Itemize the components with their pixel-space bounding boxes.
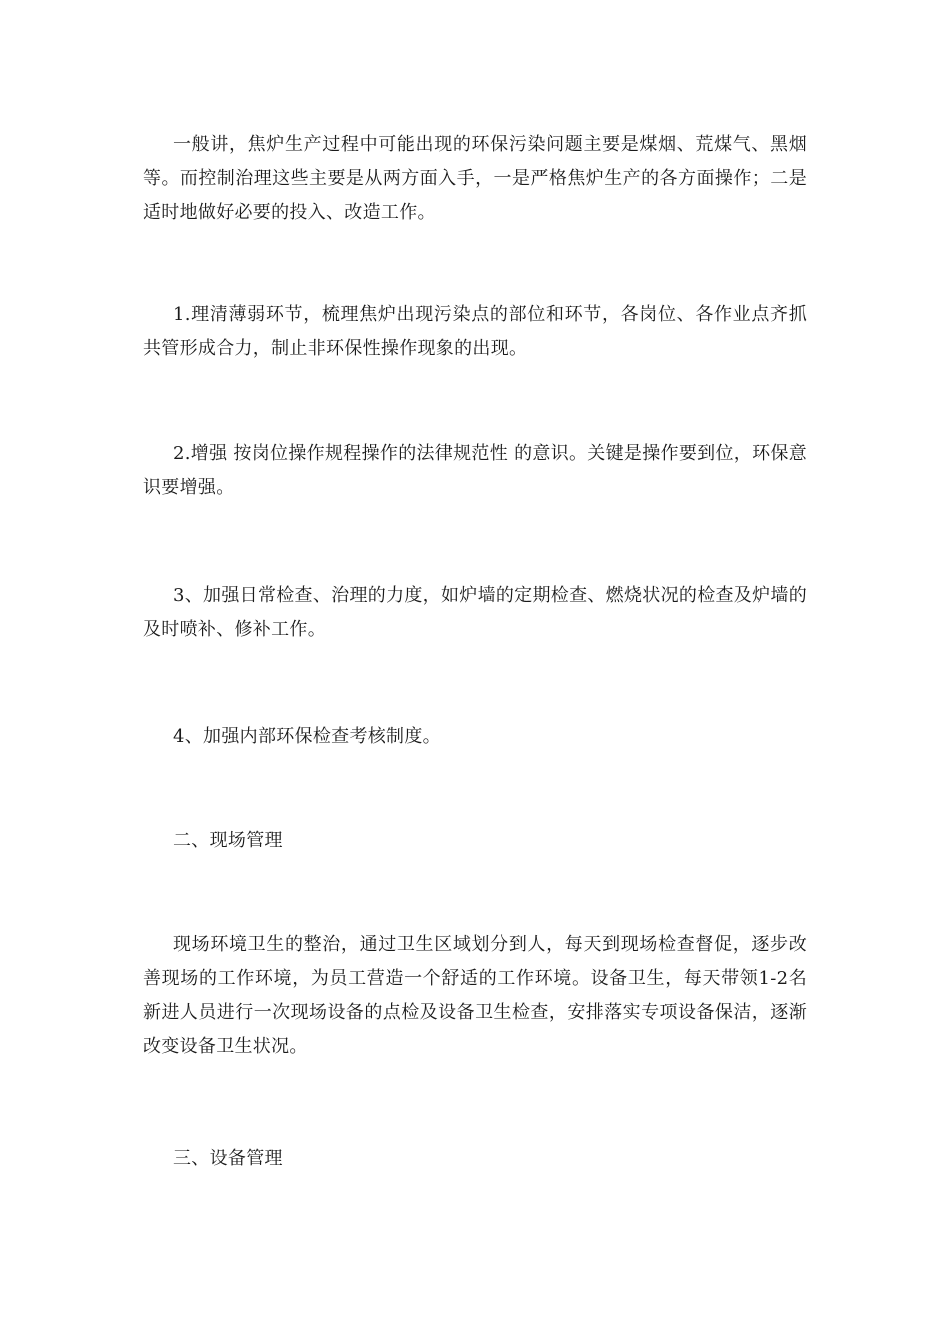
section-heading-site-management: 二、现场管理 [173, 830, 283, 851]
paragraph-site-management: 现场环境卫生的整治，通过卫生区域划分到人，每天到现场检查督促，逐步改善现场的工作环境，为员工营造一个舒适的工作环境。设备卫生，每天带领1-2名新进人员进行一次现场设备的点检及设备卫生检查，安排落实专项设备保洁，逐渐改变设备卫生状况。 [143, 934, 807, 1057]
paragraph-item-2: 2.增强 按岗位操作规程操作的法律规范性 的意识。关键是操作要到位，环保意识要增强。 [143, 443, 807, 498]
paragraph-item-3: 3、加强日常检查、治理的力度，如炉墙的定期检查、燃烧状况的检查及炉墙的及时喷补、修补工作。 [143, 585, 807, 640]
paragraph-item-4: 4、加强内部环保检查考核制度。 [173, 726, 441, 747]
section-heading-equipment-management: 三、设备管理 [173, 1148, 283, 1169]
paragraph-item-1: 1.理清薄弱环节，梳理焦炉出现污染点的部位和环节，各岗位、各作业点齐抓共管形成合力，制止非环保性操作现象的出现。 [143, 304, 807, 359]
paragraph-intro: 一般讲，焦炉生产过程中可能出现的环保污染问题主要是煤烟、荒煤气、黑烟等。而控制治理这些主要是从两方面入手，一是严格焦炉生产的各方面操作；二是适时地做好必要的投入、改造工作。 [143, 134, 807, 223]
